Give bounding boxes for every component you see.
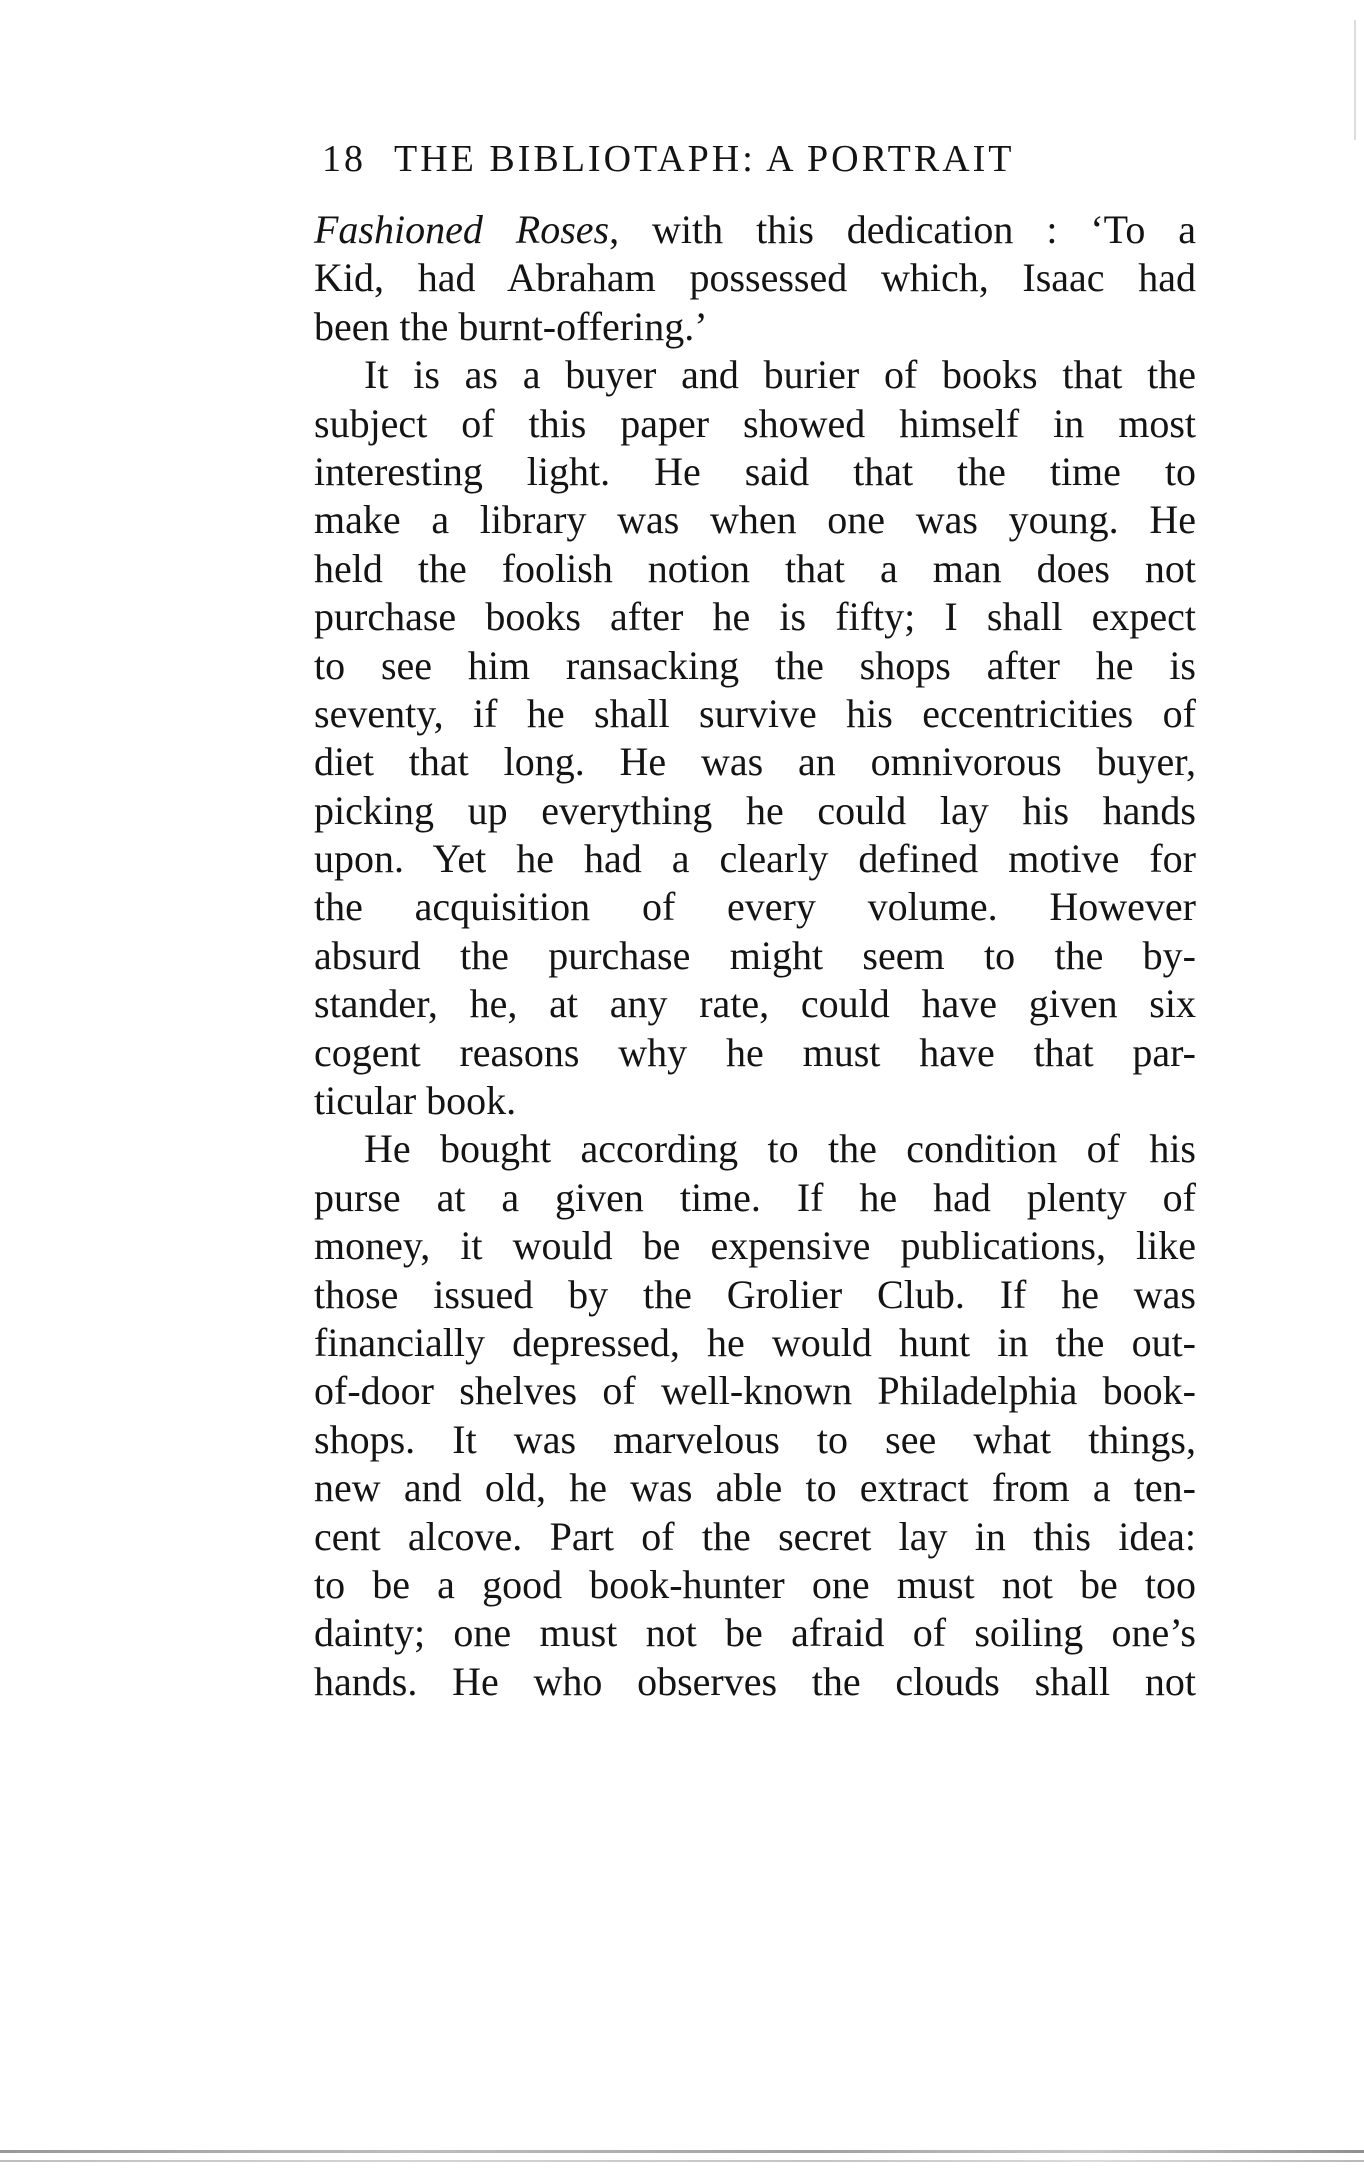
text-line: picking up everything he could lay his hands xyxy=(314,787,1196,833)
text-line: purse at a given time. If he had plenty of xyxy=(314,1174,1196,1220)
text-line: Kid, had Abraham possessed which, Isaac had xyxy=(314,255,1196,301)
scan-edge-mark xyxy=(1354,20,1356,140)
italic-title: Fashioned Roses xyxy=(314,207,610,252)
text-line: been the burnt-offering.’ xyxy=(314,303,708,349)
text-fragment: , with this dedication : ‘To a xyxy=(609,207,1197,252)
text-line: new and old, he was able to extract from a ten- xyxy=(314,1465,1196,1511)
running-title: THE BIBLIOTAPH: A PORTRAIT xyxy=(394,138,1015,180)
text-line: subject of this paper showed himself in most xyxy=(314,400,1196,446)
text-line: to see him ransacking the shops after he is xyxy=(314,642,1196,688)
text-line: He bought according to the condition of his xyxy=(364,1126,1196,1172)
text-line: ticular book. xyxy=(314,1078,517,1124)
text-line: financially depressed, he would hunt in the out- xyxy=(314,1319,1196,1365)
paragraph xyxy=(314,206,1196,351)
text-line: interesting light. He said that the time to xyxy=(314,448,1196,494)
text-line: money, it would be expensive publications, like xyxy=(314,1223,1196,1269)
text-line: hands. He who observes the clouds shall not xyxy=(314,1658,1196,1704)
body-text xyxy=(314,206,1196,1706)
text-line: cogent reasons why he must have that par- xyxy=(314,1029,1196,1075)
text-line: the acquisition of every volume. However xyxy=(314,884,1196,930)
scan-edge-line xyxy=(0,2150,1364,2153)
text-line: diet that long. He was an omnivorous buyer, xyxy=(314,739,1196,785)
text-line: stander, he, at any rate, could have given six xyxy=(314,981,1196,1027)
text-line: shops. It was marvelous to see what things, xyxy=(314,1416,1196,1462)
text-line: those issued by the Grolier Club. If he was xyxy=(314,1271,1196,1317)
paragraph xyxy=(314,1125,1196,1706)
text-line: seventy, if he shall survive his eccentricities of xyxy=(314,690,1196,736)
text-line: absurd the purchase might seem to the by- xyxy=(314,932,1196,978)
paragraph xyxy=(314,351,1196,1125)
text-line: of-door shelves of well-known Philadelphia book- xyxy=(314,1368,1196,1414)
text-line: held the foolish notion that a man does not xyxy=(314,545,1196,591)
text-line: It is as a buyer and burier of books that the xyxy=(364,352,1196,398)
text-line: dainty; one must not be afraid of soiling one’s xyxy=(314,1610,1196,1656)
running-head xyxy=(322,137,1197,181)
text-line: make a library was when one was young. He xyxy=(314,497,1196,543)
text-line: to be a good book-hunter one must not be too xyxy=(314,1561,1196,1607)
text-line: cent alcove. Part of the secret lay in this idea: xyxy=(314,1513,1196,1559)
text-line: purchase books after he is fifty; I shall expect xyxy=(314,594,1196,640)
page-number: 18 xyxy=(322,138,366,180)
text-line: upon. Yet he had a clearly defined motive for xyxy=(314,836,1196,882)
scan-edge-line xyxy=(0,2160,1364,2162)
text-line xyxy=(314,206,1196,254)
